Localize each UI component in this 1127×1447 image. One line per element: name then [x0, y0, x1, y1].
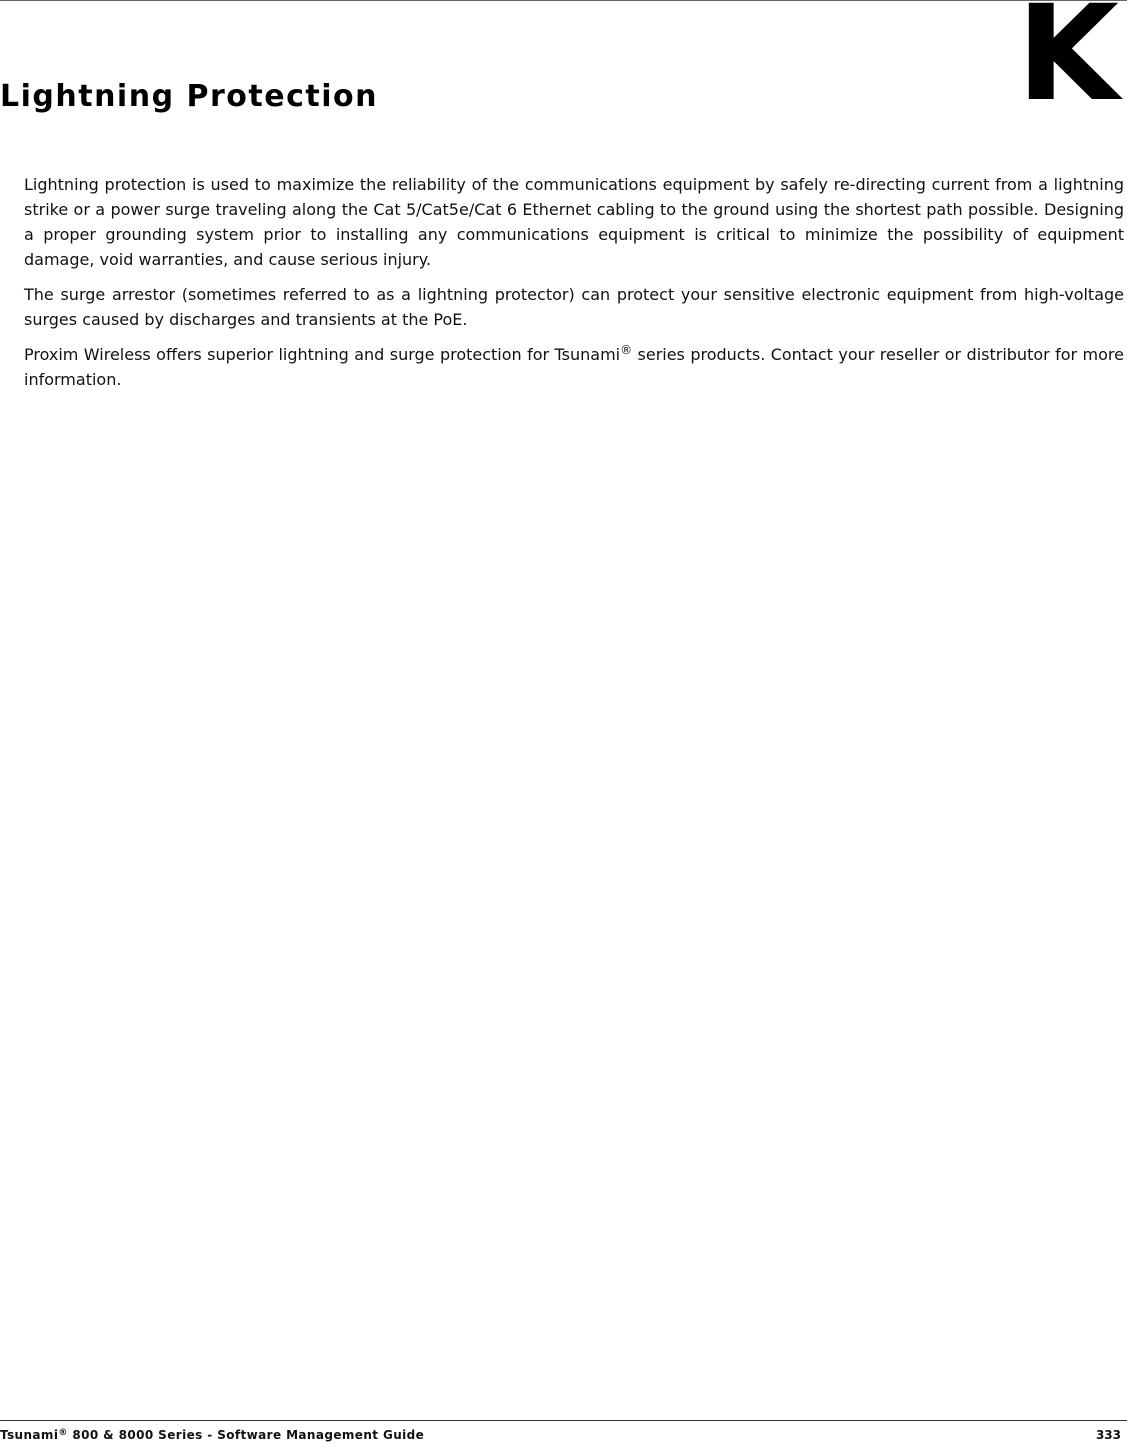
footer-registered-mark: ® — [58, 1428, 68, 1438]
chapter-letter: K — [1016, 0, 1119, 131]
paragraph-lightning-protection: Lightning protection is used to maximize the reliability of the communications equipment by safely re-directing current from a lightning strike or a power surge traveling along the Cat 5/Cat5e/Cat 6 Ethernet cabling to the ground using the shortest path possible. Designing a proper grounding system prior to installing any communications equipment is critical to minimize the possibility of equipment damage, void warranties, and cause serious injury. — [24, 175, 1124, 269]
footer-rule — [0, 1420, 1127, 1421]
body-text — [24, 172, 1124, 402]
chapter-title: Lightning Protection — [0, 79, 378, 114]
paragraph-proxim-offer — [24, 342, 1124, 392]
footer-brand: Tsunami — [0, 1428, 59, 1442]
page-number: 333 — [1095, 1428, 1121, 1442]
paragraph-surge-arrestor: The surge arrestor (sometimes referred to as a lightning protector) can protect your sensitive electronic equipment from high-voltage surges caused by discharges and transients at the PoE. — [24, 285, 1124, 329]
footer-guide-title — [0, 1428, 424, 1442]
paragraph-proxim-offer-start: Proxim Wireless offers superior lightning and surge protection for Tsunami — [24, 345, 621, 364]
top-rule — [0, 0, 1127, 1]
paragraph-proxim-offer-end: series products. Contact your reseller or distributor for more information. — [24, 345, 1124, 389]
footer-guide-name: 800 & 8000 Series - Software Management Guide — [67, 1428, 425, 1442]
registered-mark: ® — [620, 343, 633, 357]
